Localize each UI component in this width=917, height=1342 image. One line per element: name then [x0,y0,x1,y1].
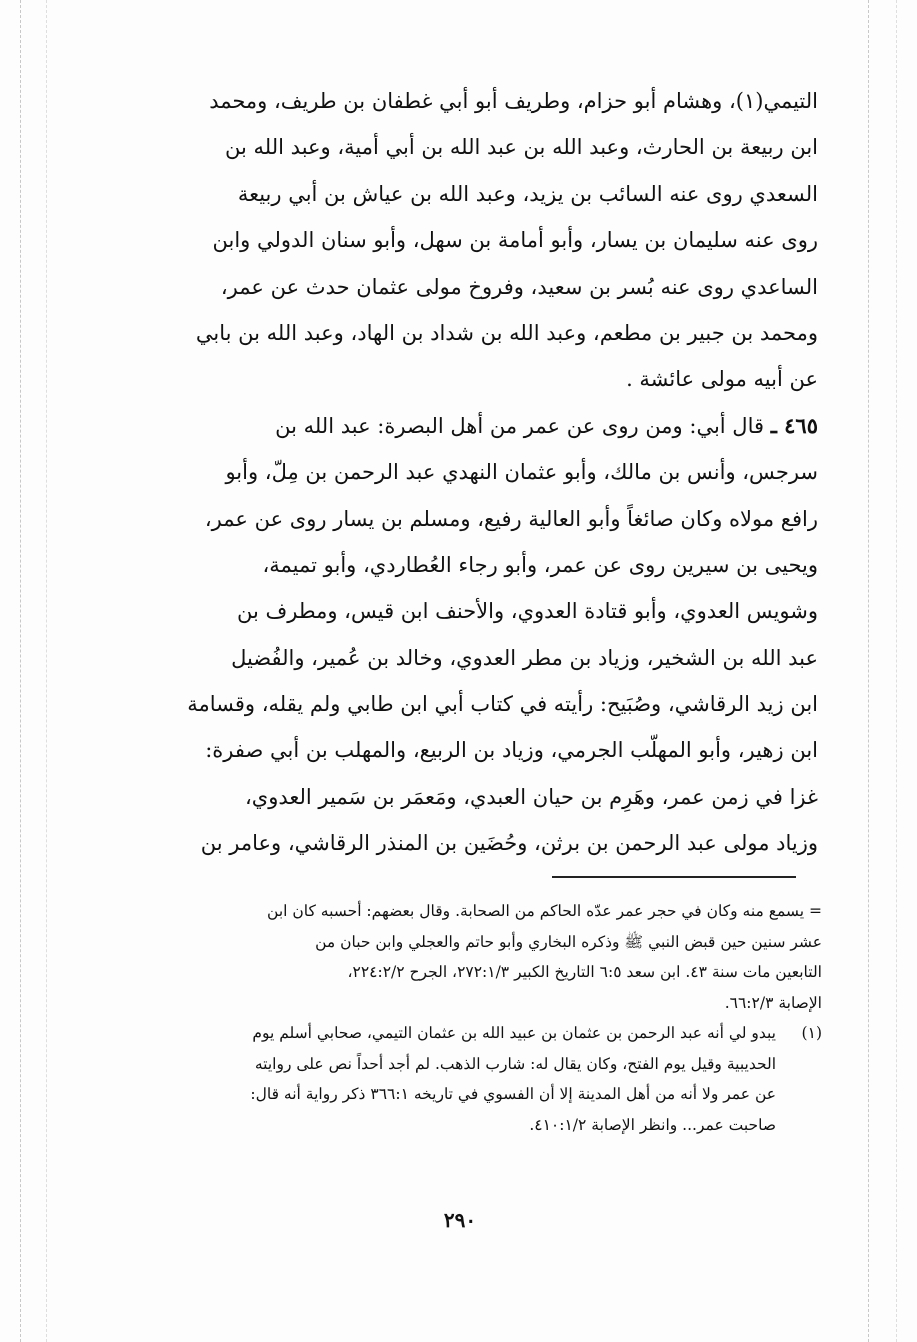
scan-edge-line [46,0,47,1342]
text-line: ابن زيد الرقاشي، وصُبَيح: رأيته في كتاب أبي ابن طابي ولم يقله، وقسامة [187,692,818,717]
footnote-line: الحديبية وقيل يوم الفتح، وكان يقال له: شارب الذهب. لم أجد أحداً نص على روايته [254,1054,776,1073]
footnote-line: = يسمع منه وكان في حجر عمر عدّه الحاكم من الصحابة. وقال بعضهم: أحسبه كان ابن [267,902,822,920]
scan-edge-line [868,0,869,1342]
text-line: رافع مولاه وكان صائغاً وأبو العالية رفيع، ومسلم بن يسار روى عن عمر، [204,506,818,531]
section-first-line [100,403,818,449]
footnote-line: التابعين مات سنة ٤٣. ابن سعد ٦:٥ التاريخ الكبير ٢٧٢:١/٣، الجرح ٢٢٤:٢/٢، [347,963,822,981]
text-line: عن أبيه مولى عائشة . [626,367,818,392]
main-text [100,78,818,867]
footnote-separator [552,876,796,878]
text-line: غزا في زمن عمر، وهَرِم بن حيان العبدي، ومَعمَر بن سَمير العدوي، [245,784,818,809]
text-line: وشويس العدوي، وأبو قتادة العدوي، والأحنف ابن قيس، ومطرف بن [237,599,818,624]
scan-edge-line [20,0,21,1342]
footnote-line: عشر سنين حين قبض النبي ﷺ وذكره البخاري وأبو حاتم والعجلي وابن حبان من [315,932,822,951]
footnote-line: الإصابة ٦٦:٢/٣. [724,993,822,1012]
text-line: ابن زهير، وأبو المهلّب الجرمي، وزياد بن الربيع، والمهلب بن أبي صفرة: [205,738,818,763]
text-line: عبد الله بن الشخير، وزياد بن مطر العدوي، وخالد بن عُمير، والفُضيل [231,645,818,670]
section-first-line-text: قال أبي: ومن روى عن عمر من أهل البصرة: عبد الله بن [275,413,764,438]
text-line: روى عنه سليمان بن يسار، وأبو أمامة بن سهل، وأبو سنان الدولي وابن [212,228,818,253]
text-line: ابن ربيعة بن الحارث، وعبد الله بن عبد الله بن أبي أمية، وعبد الله بن [225,135,818,160]
scan-edge-line [896,0,897,1342]
text-line: الساعدي روى عنه بُسر بن سعيد، وفروخ مولى عثمان حدث عن عمر، [220,274,818,299]
text-line: ويحيى بن سيرين روى عن عمر، وأبو رجاء العُطاردي، وأبو تميمة، [262,552,818,577]
footnote-line: عن عمر ولا أنه من أهل المدينة إلا أن الفسوي في تاريخه ٣٦٦:١ ذكر رواية أنه قال: [250,1085,776,1103]
footnote-1-first-line [110,1018,822,1049]
footnote-line-text: يبدو لي أنه عبد الرحمن بن عثمان بن عبيد الله بن عثمان التيمي، صحابي أسلم يوم [252,1024,776,1042]
footnote-line: صاحبت عمر... وانظر الإصابة ٤١٠:١/٢. [529,1115,776,1134]
page-number: ٢٩٠ [443,1208,477,1232]
footnote-marker: (١) [801,1024,822,1042]
text-line: سرجس، وأنس بن مالك، وأبو عثمان النهدي عبد الرحمن بن مِلّ، وأبو [225,460,818,485]
text-line: وزياد مولى عبد الرحمن بن برثن، وحُضَين بن المنذر الرقاشي، وعامر بن [200,831,818,856]
text-line: السعدي روى عنه السائب بن يزيد، وعبد الله بن عياش بن أبي ربيعة [237,181,818,206]
footnotes [110,896,822,1140]
text-line: ومحمد بن جبير بن مطعم، وعبد الله بن شداد بن الهاد، وعبد الله بن بابي [195,320,818,345]
text-line: التيمي(١)، وهشام أبو حزام، وطريف أبو أبي غطفان بن طريف، ومحمد [209,89,818,113]
section-number: ٤٦٥ ـ [770,412,818,438]
